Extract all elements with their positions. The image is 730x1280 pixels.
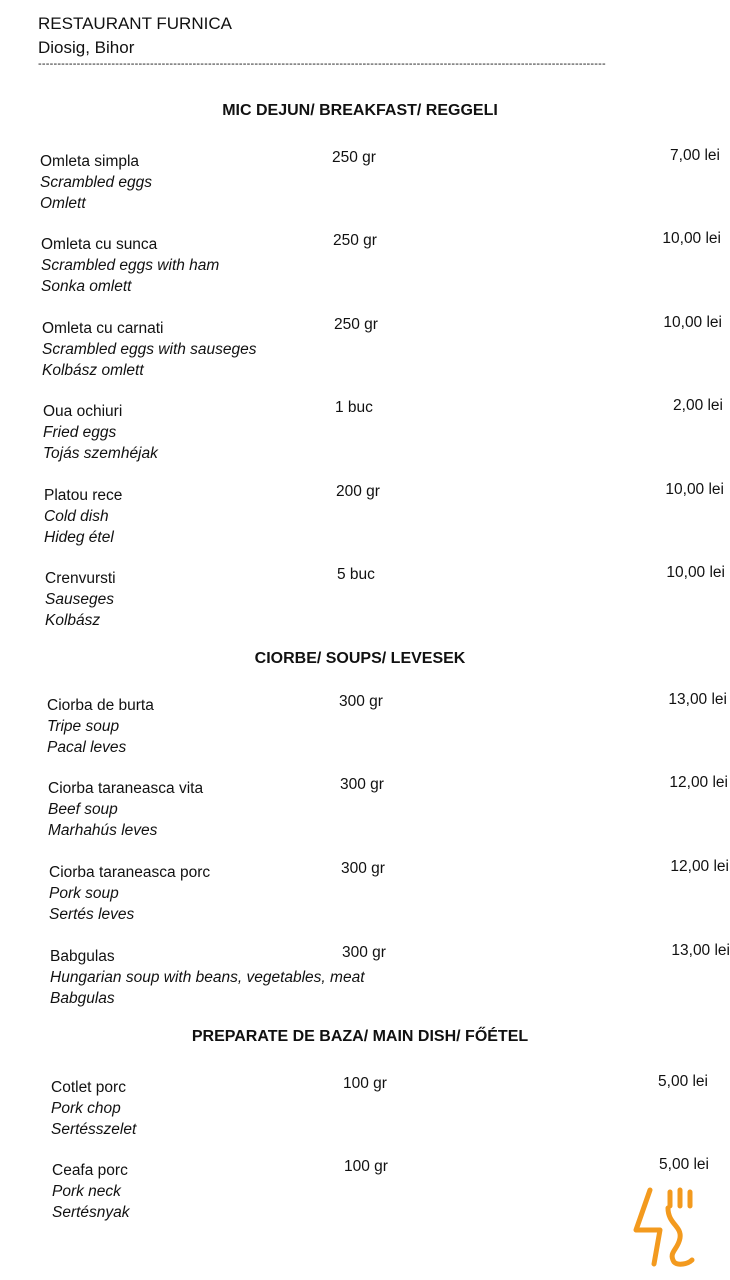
menu-item xyxy=(52,1156,709,1226)
item-name: Omleta cu carnati xyxy=(42,320,164,337)
item-name: Ceafa porc xyxy=(52,1162,128,1179)
item-name: Platou rece xyxy=(44,487,123,504)
item-name: Cotlet porc xyxy=(51,1079,126,1096)
menu-item xyxy=(42,314,722,384)
item-name: Omleta simpla xyxy=(40,153,140,170)
item-hungarian: Kolbász omlett xyxy=(42,362,144,379)
item-quantity: 300 gr xyxy=(339,693,383,710)
item-price: 7,00 lei xyxy=(670,147,720,164)
item-english: Scrambled eggs with ham xyxy=(41,257,220,274)
item-hungarian: Omlett xyxy=(40,195,86,212)
menu-item xyxy=(50,942,730,1012)
item-price: 12,00 lei xyxy=(670,858,729,875)
item-english: Tripe soup xyxy=(47,718,120,735)
item-price: 13,00 lei xyxy=(668,691,727,708)
section-title-main-dish: PREPARATE DE BAZA/ MAIN DISH/ FŐÉTEL xyxy=(191,1028,529,1045)
restaurant-name: RESTAURANT FURNICA xyxy=(38,14,232,33)
item-quantity: 250 gr xyxy=(333,232,377,249)
item-english: Fried eggs xyxy=(43,424,117,441)
menu-item xyxy=(40,147,720,217)
item-price: 10,00 lei xyxy=(662,230,721,247)
menu-item xyxy=(48,774,728,844)
item-english: Pork soup xyxy=(49,885,119,902)
item-quantity: 100 gr xyxy=(344,1158,388,1175)
menu-item xyxy=(44,481,724,551)
item-quantity: 100 gr xyxy=(343,1075,387,1092)
item-hungarian: Hideg étel xyxy=(44,529,114,546)
section-title-soups: CIORBE/ SOUPS/ LEVESEK xyxy=(254,650,466,667)
item-name: Ciorba taraneasca porc xyxy=(49,864,211,881)
menu-item xyxy=(49,858,729,928)
item-quantity: 250 gr xyxy=(332,149,376,166)
item-english: Cold dish xyxy=(44,508,109,525)
item-quantity: 5 buc xyxy=(337,566,375,583)
item-name: Crenvursti xyxy=(45,570,116,587)
item-price: 13,00 lei xyxy=(671,942,730,959)
item-price: 5,00 lei xyxy=(659,1156,709,1173)
item-hungarian: Sonka omlett xyxy=(41,278,132,295)
item-hungarian: Sertésszelet xyxy=(51,1121,137,1138)
item-hungarian: Babgulas xyxy=(50,990,115,1007)
item-quantity: 300 gr xyxy=(340,776,384,793)
item-name: Ciorba de burta xyxy=(47,697,154,714)
item-english: Pork chop xyxy=(51,1100,121,1117)
item-english: Pork neck xyxy=(52,1183,121,1200)
menu-item xyxy=(47,691,727,761)
restaurant-location: Diosig, Bihor xyxy=(38,38,135,57)
item-quantity: 300 gr xyxy=(341,860,385,877)
item-name: Ciorba taraneasca vita xyxy=(48,780,204,797)
item-quantity: 250 gr xyxy=(334,316,378,333)
menu-header xyxy=(38,12,232,60)
menu-item xyxy=(43,397,723,467)
section-title-breakfast: MIC DEJUN/ BREAKFAST/ REGGELI xyxy=(222,102,498,119)
item-english: Scrambled eggs xyxy=(40,174,153,191)
item-price: 5,00 lei xyxy=(658,1073,708,1090)
menu-item xyxy=(45,564,725,634)
item-hungarian: Kolbász xyxy=(45,612,101,629)
item-hungarian: Sertés leves xyxy=(49,906,135,923)
item-hungarian: Tojás szemhéjak xyxy=(43,445,158,462)
item-quantity: 300 gr xyxy=(342,944,386,961)
header-rule: --------------------------------------------------------------------------------------------------------------------------------------------------- xyxy=(38,58,606,70)
item-name: Omleta cu sunca xyxy=(41,236,158,253)
item-english: Sauseges xyxy=(45,591,114,608)
item-price: 2,00 lei xyxy=(673,397,723,414)
item-price: 10,00 lei xyxy=(663,314,722,331)
item-hungarian: Sertésnyak xyxy=(52,1204,130,1221)
item-hungarian: Pacal leves xyxy=(47,739,127,756)
item-name: Babgulas xyxy=(50,948,115,965)
item-price: 10,00 lei xyxy=(666,564,725,581)
item-hungarian: Marhahús leves xyxy=(48,822,158,839)
item-english: Scrambled eggs with sauseges xyxy=(42,341,257,358)
fork-logo-icon xyxy=(630,1186,700,1266)
item-quantity: 200 gr xyxy=(336,483,380,500)
menu-item xyxy=(41,230,721,300)
item-name: Oua ochiuri xyxy=(43,403,123,420)
item-price: 10,00 lei xyxy=(665,481,724,498)
menu-item xyxy=(51,1073,708,1143)
item-english: Hungarian soup with beans, vegetables, meat xyxy=(50,969,365,986)
item-price: 12,00 lei xyxy=(669,774,728,791)
item-english: Beef soup xyxy=(48,801,118,818)
item-quantity: 1 buc xyxy=(335,399,373,416)
